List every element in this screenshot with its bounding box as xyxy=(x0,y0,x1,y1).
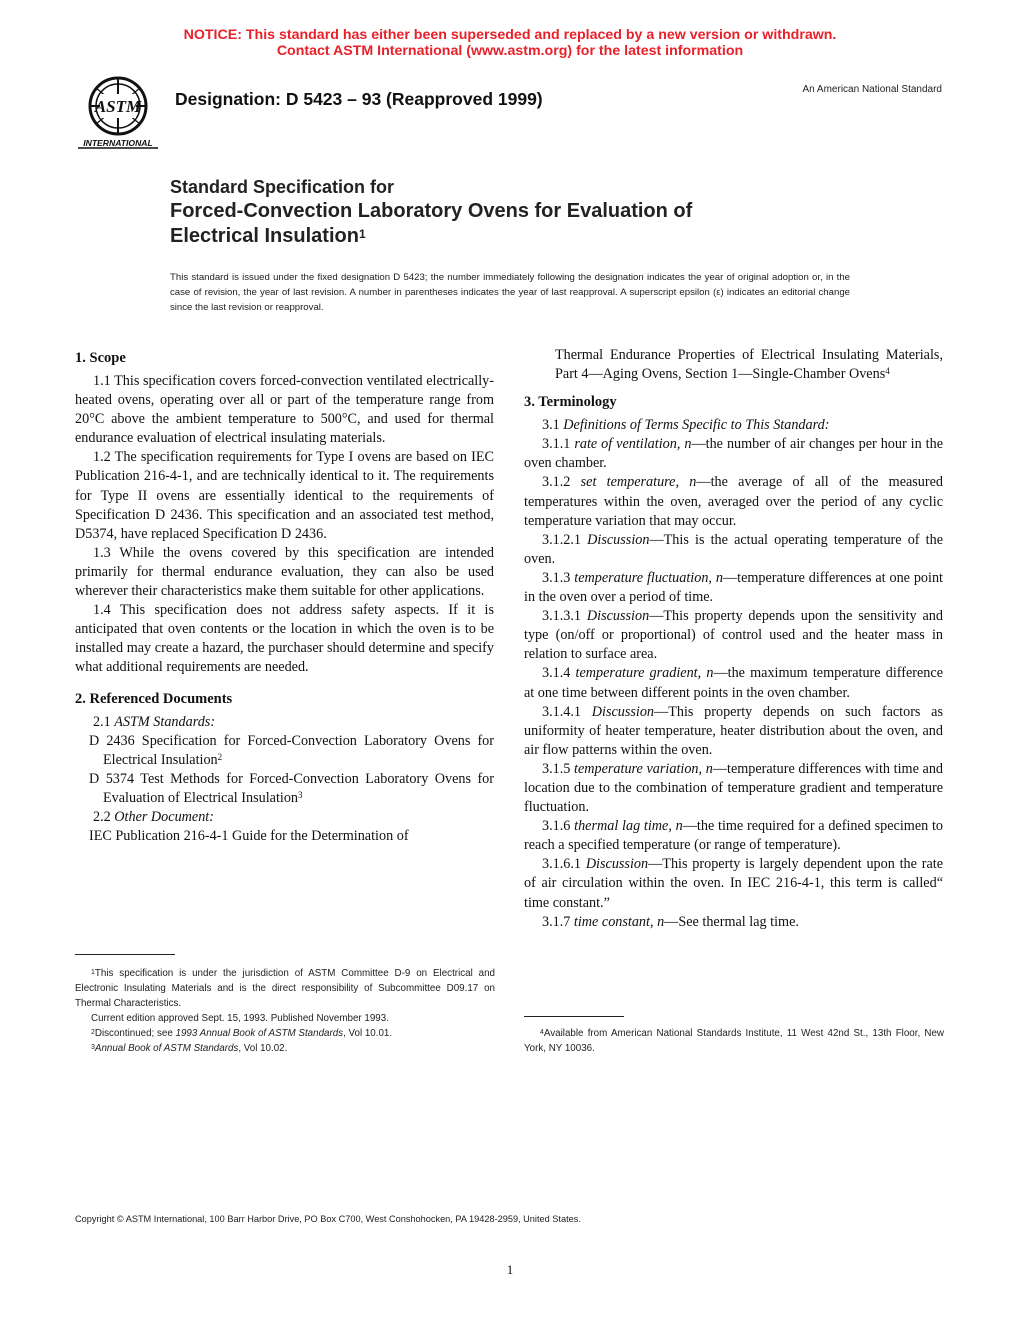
term-3-1-1 xyxy=(524,435,943,473)
ref-d5374-footnote: 3 xyxy=(298,789,303,800)
ref-iec-continued xyxy=(524,346,943,384)
para-1-1: 1.1 This specification covers forced-convection ventilated electrically-heated ovens, operating over all or part of the temperature range from 20°C above the ambient temperature to 500°C, and used for thermal endurance evaluation of electrical insulating materials. xyxy=(75,373,494,447)
term-3-1-6-def: —the time required for a defined specimen to reach a specified temperature (or range of temperature). xyxy=(524,818,944,854)
edition-note: Current edition approved Sept. 15, 1993. Published November 1993. xyxy=(91,1013,389,1024)
term-3-1-4-1-def: —This property depends on such factors as uniformity of heater temperature, heater distribution about the oven, and air flow patterns within the oven. xyxy=(524,703,943,758)
term-3-1-6-term: thermal lag time, n xyxy=(574,818,683,835)
ref-d5374 xyxy=(75,770,494,808)
term-3-1-6-num: 3.1.6 xyxy=(542,818,575,835)
term-3-1-3-def: —temperature differences at one point in the oven over a period of time. xyxy=(524,569,944,606)
para-2-1 xyxy=(75,713,494,732)
para-3-1 xyxy=(524,416,943,435)
ref-d2436-text: D 2436 Specification for Forced-Convection Laboratory Ovens for Electrical Insulation xyxy=(89,732,494,768)
footnote-3-italic: Annual Book of ASTM Standards xyxy=(94,1043,239,1054)
footnotes-left xyxy=(75,966,495,1056)
notice-line-2: Contact ASTM International (www.astm.org) for the latest information xyxy=(276,43,744,59)
logo-subtext: INTERNATIONAL xyxy=(83,138,153,148)
term-3-1-5-num: 3.1.5 xyxy=(542,760,575,777)
para-3-1-num: 3.1 xyxy=(542,417,564,434)
footnote-4-text: Available from American National Standards Institute, 11 West 42nd St., 13th Floor, New York, NY 10036. xyxy=(524,1028,944,1054)
para-1-2: 1.2 The specification requirements for Type I ovens are based on IEC Publication 216-4-1, and are technically identical to it. The requirements for Type II ovens are essentially identical to the requirements of Specification D 2436. This specification and an associated test method, D5374, have replaced Specification D 2436. xyxy=(75,449,494,542)
para-2-2-label: Other Document: xyxy=(114,808,214,825)
terminology-heading: 3. Terminology xyxy=(524,394,617,411)
referenced-documents-heading: 2. Referenced Documents xyxy=(75,690,233,707)
footnote-2 xyxy=(75,1026,495,1041)
term-3-1-5-def: —temperature differences with time and location due to the combination of temperature gradient and temperature fluctuation. xyxy=(524,760,944,816)
term-3-1-3-num: 3.1.3 xyxy=(542,569,575,586)
term-3-1-6-1-term: Discussion xyxy=(585,856,649,873)
term-3-1-4-term: temperature gradient, n xyxy=(575,665,714,682)
term-3-1-4-1-num: 3.1.4.1 xyxy=(542,703,592,720)
term-3-1-2-def: —the average of all of the measured temperatures within the oven, averaged over the period of any cyclic temperature variation that may occur. xyxy=(524,474,944,529)
term-3-1-1-def: —the number of air changes per hour in the oven chamber. xyxy=(524,436,943,472)
term-3-1-6-1 xyxy=(524,855,943,912)
term-3-1-4-1 xyxy=(524,703,943,760)
footnote-4 xyxy=(524,1026,944,1056)
term-3-1-2-1 xyxy=(524,531,943,569)
superseded-notice xyxy=(0,27,1020,59)
footnote-rule-left xyxy=(75,954,175,955)
footnote-4-mark: 4 xyxy=(540,1029,544,1036)
para-2-1-num: 2.1 xyxy=(93,713,115,730)
term-3-1-3-term: temperature fluctuation, n xyxy=(574,569,723,586)
left-column xyxy=(75,346,494,846)
term-3-1-6-1-num: 3.1.6.1 xyxy=(542,856,586,873)
term-3-1-4-num: 3.1.4 xyxy=(542,665,576,682)
term-3-1-6-1-def: —This property is largely dependent upon the rate of air circulation within the oven. In IEC 216-4-1, this term is called“ time constant.” xyxy=(524,856,943,911)
scope-heading: 1. Scope xyxy=(75,350,126,366)
footnotes-right xyxy=(524,1026,944,1056)
title-line-2: Forced-Convection Laboratory Ovens for Evaluation of xyxy=(170,200,693,222)
footnote-rule-right xyxy=(524,1016,624,1017)
copyright: Copyright © ASTM International, 100 Barr Harbor Drive, PO Box C700, West Conshohocken, PA 19428-2959, United States. xyxy=(75,1214,581,1224)
term-3-1-3 xyxy=(524,569,943,607)
term-3-1-7 xyxy=(524,913,943,932)
term-3-1-1-term: rate of ventilation, n xyxy=(574,436,692,453)
astm-logo-mark xyxy=(76,74,160,152)
footnote-3-mark: 3 xyxy=(91,1044,95,1051)
ref-iec: IEC Publication 216-4-1 Guide for the Determination of xyxy=(89,828,409,845)
footnote-2-mark: 2 xyxy=(91,1029,95,1036)
issued-note: This standard is issued under the fixed designation D 5423; the number immediately following the designation indicates the year of original adoption or, in the case of revision, the year of last revision. A number in parentheses indicates the year of last reapproval. A superscript epsilon (ε) indicates an editorial change since the last revision or reapproval. xyxy=(170,272,850,313)
document-title xyxy=(170,175,692,249)
footnote-2-post: , Vol 10.01. xyxy=(343,1028,393,1039)
title-line-3 xyxy=(170,224,692,249)
term-3-1-7-def: —See thermal lag time. xyxy=(664,913,799,930)
term-3-1-6 xyxy=(524,817,943,855)
page-number: 1 xyxy=(506,1262,514,1277)
term-3-1-5 xyxy=(524,760,943,817)
term-3-1-2-term: set temperature, n xyxy=(580,474,697,491)
title-line-1: Standard Specification for xyxy=(170,177,395,197)
ref-iec-continued-text: Thermal Endurance Properties of Electrical Insulating Materials, Part 4—Aging Ovens, Section 1—Single-Chamber Ovens xyxy=(555,347,943,383)
term-3-1-4-1-term: Discussion xyxy=(591,703,655,720)
footnote-3-post: , Vol 10.02. xyxy=(238,1043,288,1054)
ref-iec-footnote: 4 xyxy=(885,366,890,377)
ref-d2436-footnote: 2 xyxy=(217,751,223,762)
term-3-1-2-num: 3.1.2 xyxy=(542,474,581,491)
para-2-2 xyxy=(75,808,494,827)
term-3-1-7-term: time constant, n xyxy=(573,913,665,930)
term-3-1-2-1-num: 3.1.2.1 xyxy=(542,531,588,548)
footnote-1-mark: 1 xyxy=(91,969,95,976)
para-3-1-label: Definitions of Terms Specific to This Standard: xyxy=(563,417,830,434)
term-3-1-1-num: 3.1.1 xyxy=(542,436,575,453)
term-3-1-7-num: 3.1.7 xyxy=(542,913,574,930)
right-column xyxy=(524,346,943,932)
designation: Designation: D 5423 – 93 (Reapproved 1999) xyxy=(175,89,543,109)
ref-d5374-text: D 5374 Test Methods for Forced-Convection Laboratory Ovens for Evaluation of Electrical Insulation xyxy=(89,770,494,806)
logo-text: ASTM xyxy=(94,97,142,116)
national-standard-label: An American National Standard xyxy=(802,84,942,95)
footnote-3 xyxy=(75,1041,495,1056)
para-2-2-num: 2.2 xyxy=(93,808,115,825)
term-3-1-3-1-num: 3.1.3.1 xyxy=(542,608,587,625)
footnote-2-italic: 1993 Annual Book of ASTM Standards xyxy=(175,1028,344,1039)
term-3-1-3-1-def: —This property depends upon the sensitivity and type (on/off or proportional) of control used and the heater mass in relation to surface area. xyxy=(524,608,943,663)
term-3-1-4 xyxy=(524,664,943,702)
title-line-3-text: Electrical Insulation xyxy=(170,225,359,247)
term-3-1-4-def: —the maximum temperature difference at one time between different points in the oven chamber. xyxy=(524,665,943,701)
title-footnote-mark: 1 xyxy=(358,227,366,241)
para-1-4: 1.4 This specification does not address safety aspects. If it is anticipated that oven contents or the location in which the oven is to be installed may create a hazard, the purchaser should determine and specify what additional requirements are needed. xyxy=(75,602,494,676)
notice-line-1: NOTICE: This standard has either been superseded and replaced by a new version or withdrawn. xyxy=(183,27,837,43)
footnote-2-pre: Discontinued; see xyxy=(94,1028,176,1039)
term-3-1-2 xyxy=(524,473,943,530)
para-1-3: 1.3 While the ovens covered by this specification are intended primarily for thermal endurance evaluation, they can also be used wherever their characteristics make them suitable for other applications. xyxy=(75,544,494,600)
ref-d2436 xyxy=(75,732,494,770)
term-3-1-2-1-def: —This is the actual operating temperature of the oven. xyxy=(524,531,944,567)
term-3-1-3-1 xyxy=(524,607,943,664)
term-3-1-2-1-term: Discussion xyxy=(587,531,650,548)
term-3-1-5-term: temperature variation, n xyxy=(574,760,713,777)
term-3-1-3-1-term: Discussion xyxy=(586,608,650,625)
para-2-1-label: ASTM Standards: xyxy=(114,713,216,730)
astm-logo xyxy=(76,74,160,152)
footnote-1-text: This specification is under the jurisdiction of ASTM Committee D-9 on Electrical and Electronic Insulating Materials and is the direct responsibility of Subcommittee D09.17 on Thermal Characteristics. xyxy=(75,968,495,1009)
footnote-1 xyxy=(75,966,495,1011)
